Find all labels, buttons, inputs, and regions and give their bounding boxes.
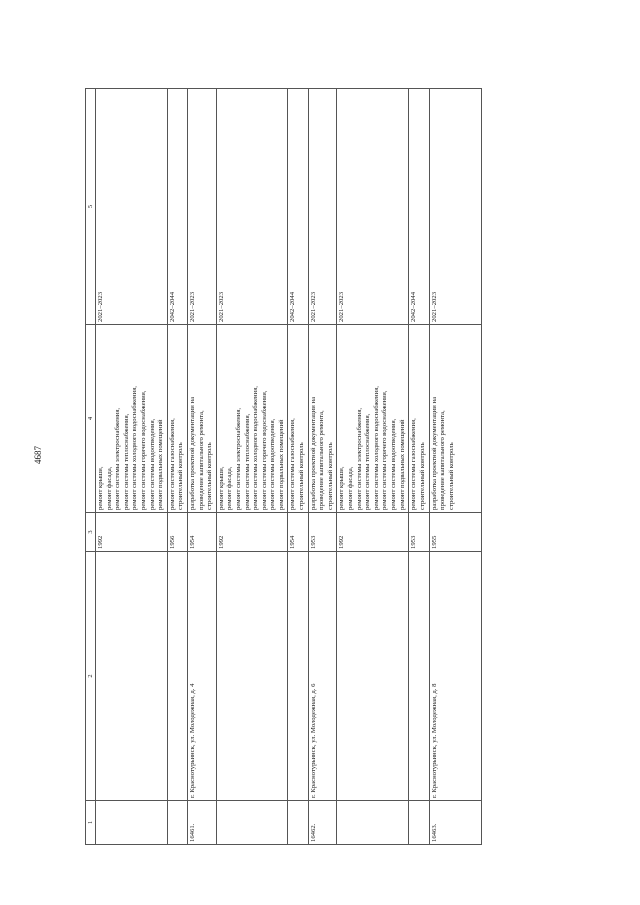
year-cell: 1992 [337,513,409,552]
work-line: строительный контроль [419,442,427,510]
table-rotated-content [85,89,612,845]
table-row [167,89,187,845]
year-cell: 1953 [409,513,429,552]
works-cell [337,325,409,513]
work-line: ремонт системы холодного водоснабжения, [252,386,260,510]
work-line: ремонт системы холодного водоснабжения, [131,386,139,510]
table-row [96,89,168,845]
table-row [308,89,337,845]
work-line: строительный контроль [298,442,306,510]
work-line: проведение капитального ремонта, [439,410,447,510]
works-cell [187,325,216,513]
address-cell [409,552,429,801]
period-cell: 2021–2023 [187,89,216,325]
work-line: ремонт системы водоотведения, [269,418,277,510]
work-line: ремонт системы горячего водоснабжения, [381,390,389,510]
work-line: ремонт крыши, [97,466,104,510]
works-cell [429,325,481,513]
work-line: ремонт системы холодного водоснабжения, [372,386,380,510]
works-cell [216,325,288,513]
page-number: 4687 [33,446,43,464]
work-line: ремонт фасада, [226,466,234,510]
period-cell: 2021–2023 [429,89,481,325]
address-cell: г. Краснотурьинск, ул. Молодежная, д. 8 [429,552,481,801]
year-cell: 1992 [216,513,288,552]
table-header-row [86,89,96,845]
row-number-cell: 16463. [429,801,481,845]
year-cell: 1953 [308,513,337,552]
work-line: ремонт системы горячего водоснабжения, [139,390,147,510]
table-row [409,89,429,845]
year-cell: 1956 [167,513,187,552]
work-line: строительный контроль [206,442,214,510]
row-number-cell [96,801,168,845]
table-row [216,89,288,845]
work-line: проведение капитального ремонта, [197,410,205,510]
work-line: строительный контроль [177,442,185,510]
year-cell: 1955 [429,513,481,552]
column-header-4: 4 [86,325,96,513]
works-cell [308,325,337,513]
works-cell [409,325,429,513]
address-cell [337,552,409,801]
period-cell: 2021–2023 [216,89,288,325]
work-line: ремонт системы теплоснабжения, [122,413,130,510]
row-number-cell [216,801,288,845]
page-number-box [28,443,48,467]
row-number-cell: 16461. [187,801,216,845]
work-line: ремонт системы горячего водоснабжения, [260,390,268,510]
work-line: ремонт системы электроснабжения, [355,407,363,510]
table-body [86,89,482,845]
address-cell: г. Краснотурьинск, ул. Молодежная, д. 6 [308,552,337,801]
address-cell: г. Краснотурьинск, ул. Молодежная, д. 4 [187,552,216,801]
work-line: ремонт подвальных помещений [277,419,285,510]
year-cell: 1954 [187,513,216,552]
work-line: ремонт системы электроснабжения, [114,407,122,510]
work-line: ремонт подвальных помещений [157,419,165,510]
works-cell [96,325,168,513]
work-line: ремонт системы газоснабжения, [410,418,418,510]
works-cell [167,325,187,513]
column-header-1: 1 [86,801,96,845]
address-cell [216,552,288,801]
work-line: разработка проектной документации на [309,396,317,510]
work-line: разработка проектной документации на [188,396,196,510]
row-number-cell [167,801,187,845]
period-cell: 2021–2023 [337,89,409,325]
work-line: ремонт фасада, [347,466,355,510]
work-line: ремонт системы теплоснабжения, [243,413,251,510]
year-cell: 1992 [96,513,168,552]
work-line: ремонт подвальных помещений [398,419,406,510]
period-cell: 2021–2023 [96,89,168,325]
work-line: проведение капитального ремонта, [318,410,326,510]
row-number-cell [409,801,429,845]
year-cell: 1954 [288,513,308,552]
table-row [337,89,409,845]
row-number-cell [288,801,308,845]
rotated-table-frame [85,89,612,845]
table-row [429,89,481,845]
period-cell: 2042–2044 [167,89,187,325]
column-header-2: 2 [86,552,96,801]
work-line: разработка проектной документации на [430,396,438,510]
work-line: ремонт крыши, [217,466,225,510]
work-line: строительный контроль [326,442,334,510]
work-line: ремонт крыши, [338,466,346,510]
capital-repair-table [85,88,482,845]
address-cell [167,552,187,801]
work-line: ремонт системы электроснабжения, [234,407,242,510]
work-line: ремонт системы газоснабжения, [289,418,297,510]
period-cell: 2021–2023 [308,89,337,325]
column-header-3: 3 [86,513,96,552]
work-line: ремонт системы теплоснабжения, [364,413,372,510]
work-line: строительный контроль [447,442,455,510]
work-line: ремонт фасада, [105,466,113,510]
period-cell: 2042–2044 [409,89,429,325]
work-line: ремонт системы газоснабжения, [168,418,176,510]
table-row [288,89,308,845]
work-line: ремонт системы водоотведения, [148,418,156,510]
row-number-cell: 16462. [308,801,337,845]
work-line: ремонт системы водоотведения, [390,418,397,510]
address-cell [96,552,168,801]
row-number-cell [337,801,409,845]
works-cell [288,325,308,513]
address-cell [288,552,308,801]
column-header-5: 5 [86,89,96,325]
period-cell: 2042–2044 [288,89,308,325]
table-row [187,89,216,845]
